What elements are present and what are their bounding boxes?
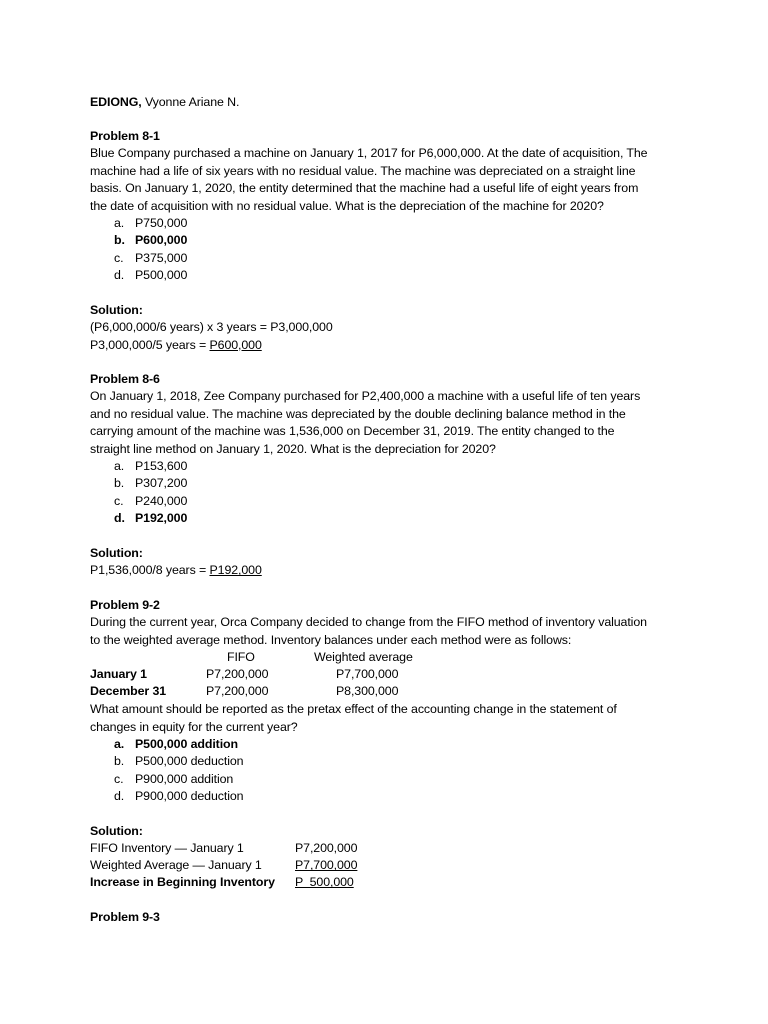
problem-title: Problem 8-6 [90,372,160,386]
option-b [90,475,690,492]
answer-options [90,215,690,285]
option-letter: d. [114,511,125,526]
problem-9-2 [90,597,690,806]
option-a [90,458,690,475]
solution-row-value: P7,200,000 [295,841,358,856]
option-a [90,215,690,232]
problem-9-3-title: Problem 9-3 [90,910,160,924]
option-text: P900,000 addition [135,771,234,786]
option-d-correct [90,510,690,527]
problem-text-line: carrying amount of the machine was 1,536,000 on December 31, 2019. The entity changed to the [90,424,615,439]
option-text: P500,000 addition [135,737,238,752]
table-cell: P8,300,000 [336,684,399,699]
problem-text-line: During the current year, Orca Company decided to change from the FIFO method of inventory valuation [90,615,647,630]
option-text: P900,000 deduction [135,789,244,804]
option-letter: c. [114,250,124,265]
problem-text-line: changes in equity for the current year? [90,719,298,734]
solution-row-value: P7,700,000 [295,858,358,873]
solution-row-label: FIFO Inventory — January 1 [90,841,244,856]
problem-text-line: What amount should be reported as the pretax effect of the accounting change in the statement of [90,702,617,717]
option-text: P750,000 [135,216,188,231]
solution-row-label: Weighted Average — January 1 [90,858,262,873]
answer-options [90,736,690,806]
solution-label: Solution: [90,824,143,838]
option-letter: b. [114,476,125,491]
problem-title: Problem 8-1 [90,129,160,143]
option-b [90,753,690,770]
solution-8-6 [90,545,690,580]
problem-text-line: to the weighted average method. Inventory balances under each method were as follows: [90,632,572,647]
solution-line [90,562,690,579]
option-c [90,771,690,788]
option-text: P307,200 [135,476,188,491]
solution-line [90,337,690,354]
solution-text: P1,536,000/8 years = [90,563,210,578]
option-letter: c. [114,493,124,508]
option-letter: a. [114,737,125,752]
option-d [90,788,690,805]
option-text: P500,000 deduction [135,754,244,769]
option-text: P153,600 [135,459,188,474]
table-header-fifo: FIFO [227,650,255,665]
option-b-correct [90,232,690,249]
problem-text-line: machine had a life of six years with no residual value. The machine was depreciated on a straight line [90,163,636,178]
problem-8-6 [90,371,690,528]
table-header-weighted-average: Weighted average [314,650,413,665]
student-given-name: Vyonne Ariane N. [141,95,240,109]
solution-text: P3,000,000/5 years = [90,337,210,352]
solution-row-value: P 500,000 [295,875,354,890]
option-text: P600,000 [135,233,188,248]
solution-table [90,840,690,892]
table-cell: P7,200,000 [206,684,269,699]
option-a-correct [90,736,690,753]
option-letter: d. [114,789,125,804]
option-text: P375,000 [135,250,188,265]
problem-text-line: and no residual value. The machine was depreciated by the double declining balance method in the [90,406,626,421]
solution-answer: P600,000 [209,337,262,352]
student-name [90,94,690,111]
option-text: P500,000 [135,268,188,283]
answer-options [90,458,690,528]
problem-text-line: Blue Company purchased a machine on January 1, 2017 for P6,000,000. At the date of acquisition, The [90,146,648,161]
solution-8-1 [90,302,690,354]
option-letter: a. [114,459,125,474]
option-d [90,267,690,284]
option-text: P240,000 [135,493,188,508]
solution-9-2 [90,823,690,892]
option-letter: b. [114,754,125,769]
table-row-label: December 31 [90,684,167,699]
option-c [90,250,690,267]
option-text: P192,000 [135,511,188,526]
problem-text-line: the date of acquisition with no residual value. What is the depreciation of the machine for 2020? [90,198,604,213]
problem-title: Problem 9-2 [90,598,160,612]
option-letter: b. [114,233,125,248]
table-cell: P7,200,000 [206,667,269,682]
table-cell: P7,700,000 [336,667,399,682]
option-letter: a. [114,216,125,231]
solution-label: Solution: [90,546,143,560]
option-letter: d. [114,268,125,283]
inventory-table [90,649,690,701]
solution-answer: P192,000 [209,563,262,578]
table-row-label: January 1 [90,667,147,682]
student-surname: EDIONG, [90,95,142,109]
solution-row-label: Increase in Beginning Inventory [90,875,275,890]
problem-8-1 [90,128,690,285]
problem-text-line: straight line method on January 1, 2020. What is the depreciation for 2020? [90,441,496,456]
solution-label: Solution: [90,303,143,317]
problem-text-line: basis. On January 1, 2020, the entity determined that the machine had a useful life of eight years from [90,181,639,196]
option-c [90,493,690,510]
option-letter: c. [114,771,124,786]
solution-line: (P6,000,000/6 years) x 3 years = P3,000,000 [90,320,333,335]
problem-text-line: On January 1, 2018, Zee Company purchased for P2,400,000 a machine with a useful life of ten years [90,389,641,404]
